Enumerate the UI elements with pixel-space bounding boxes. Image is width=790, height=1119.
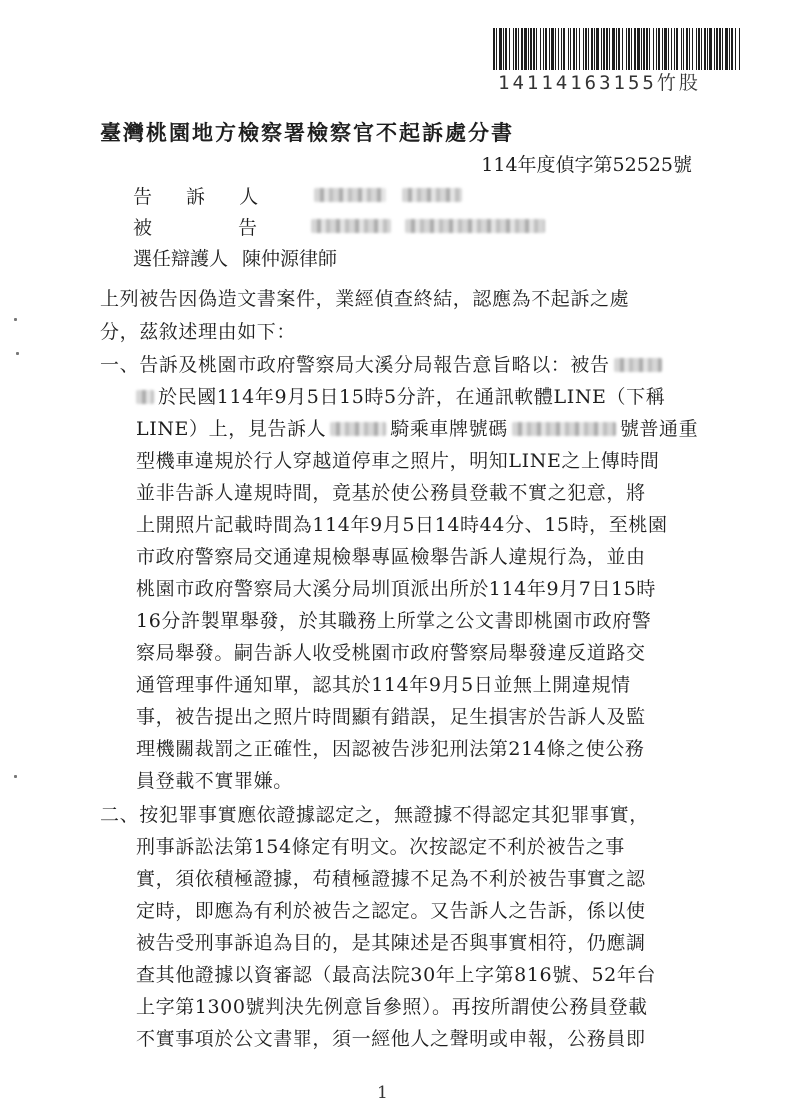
scan-speck bbox=[14, 775, 17, 778]
redacted-complainant-name-2 bbox=[402, 188, 462, 202]
redacted-defendant-name-2 bbox=[405, 219, 545, 233]
redacted-complainant-inline bbox=[330, 422, 386, 436]
barcode-bar bbox=[739, 28, 740, 70]
counsel-name: 陳仲源律師 bbox=[242, 247, 338, 270]
section1-text-2: 於民國114年9月5日15時5分許，在通訊軟體LINE（下稱 bbox=[158, 386, 666, 408]
redacted-defendant-name bbox=[311, 219, 391, 233]
section1-text-1: 一、告訴及桃園市政府警察局大溪分局報告意旨略以：被告 bbox=[100, 354, 610, 376]
section1-line-6: 上開照片記載時間為114年9月5日14時44分、15時，至桃園 bbox=[136, 514, 668, 536]
complainant-row bbox=[133, 181, 462, 209]
section1-line-5: 並非告訴人違規時間，竟基於使公務員登載不實之犯意，將 bbox=[136, 482, 646, 504]
counsel-row bbox=[133, 243, 337, 271]
redacted-complainant-name bbox=[314, 188, 386, 202]
counsel-label: 選任辯護人 bbox=[133, 247, 229, 270]
section2-line-8: 不實事項於公文書罪，須一經他人之聲明或申報，公務員即 bbox=[136, 1028, 646, 1050]
section1-line-13: 理機關裁罰之正確性，因認被告涉犯刑法第214條之使公務 bbox=[136, 738, 645, 760]
section2-line-5: 被告受刑事訴追為目的，是其陳述是否與事實相符，仍應調 bbox=[136, 932, 646, 954]
scan-speck bbox=[16, 352, 19, 355]
redacted-plate-number bbox=[512, 422, 616, 436]
case-number: 114年度偵字第52525號 bbox=[481, 154, 692, 176]
section1-line-14: 員登載不實罪嫌。 bbox=[136, 770, 293, 792]
section1-text-3a: LINE）上，見告訴人 bbox=[136, 418, 327, 440]
intro-line-1: 上列被告因偽造文書案件，業經偵查終結，認應為不起訴之處 bbox=[100, 288, 630, 310]
section1-line-9: 16分許製單舉發，於其職務上所掌之公文書即桃園市政府警 bbox=[136, 610, 652, 632]
section1-line-4: 型機車違規於行人穿越道停車之照片，明知LINE之上傳時間 bbox=[136, 450, 660, 472]
scan-speck bbox=[14, 318, 17, 321]
section1-line-11: 通管理事件通知單，認其於114年9月5日並無上開違規情 bbox=[136, 674, 631, 696]
section2-line-4: 定時，即應為有利於被告之認定。又告訴人之告訴，係以使 bbox=[136, 900, 646, 922]
defendant-label: 被 告 bbox=[133, 216, 298, 239]
section2-line-1: 二、按犯罪事實應依證據認定之，無證據不得認定其犯罪事實， bbox=[100, 804, 649, 826]
section2-line-3: 實，須依積極證據，苟積極證據不足為不利於被告事實之認 bbox=[136, 868, 646, 890]
section1-line-10: 察局舉發。嗣告訴人收受桃園市政府警察局舉發違反道路交 bbox=[136, 642, 646, 664]
defendant-row bbox=[133, 212, 545, 240]
complainant-label: 告 訴 人 bbox=[133, 185, 273, 208]
redacted-defendant-inline bbox=[614, 358, 662, 372]
section1-line-3 bbox=[136, 414, 698, 441]
section1-line-12: 事，被告提出之照片時間顯有錯誤，足生損害於告訴人及監 bbox=[136, 706, 646, 728]
redacted-defendant-inline-2 bbox=[136, 390, 154, 404]
intro-line-2: 分，茲敘述理由如下： bbox=[100, 321, 297, 343]
section1-line-1 bbox=[100, 350, 662, 377]
section1-line-8: 桃園市政府警察局大溪分局圳頂派出所於114年9月7日15時 bbox=[136, 578, 657, 600]
barcode bbox=[493, 28, 740, 70]
section2-line-7: 上字第1300號判決先例意旨參照）。再按所謂使公務員登載 bbox=[136, 996, 648, 1018]
section1-line-2 bbox=[136, 382, 665, 409]
document-title: 臺灣桃園地方檢察署檢察官不起訴處分書 bbox=[100, 120, 514, 145]
section1-line-7: 市政府警察局交通違規檢舉專區檢舉告訴人違規行為，並由 bbox=[136, 546, 646, 568]
barcode-number: 14114163155竹股 bbox=[498, 72, 701, 94]
section1-text-3b: 騎乘車牌號碼 bbox=[390, 418, 508, 440]
section2-line-2: 刑事訴訟法第154條定有明文。次按認定不利於被告之事 bbox=[136, 836, 625, 858]
page-number: 1 bbox=[377, 1083, 388, 1103]
section1-text-3c: 號普通重 bbox=[619, 418, 699, 440]
section2-line-6: 查其他證據以資審認（最高法院30年上字第816號、52年台 bbox=[136, 964, 657, 986]
